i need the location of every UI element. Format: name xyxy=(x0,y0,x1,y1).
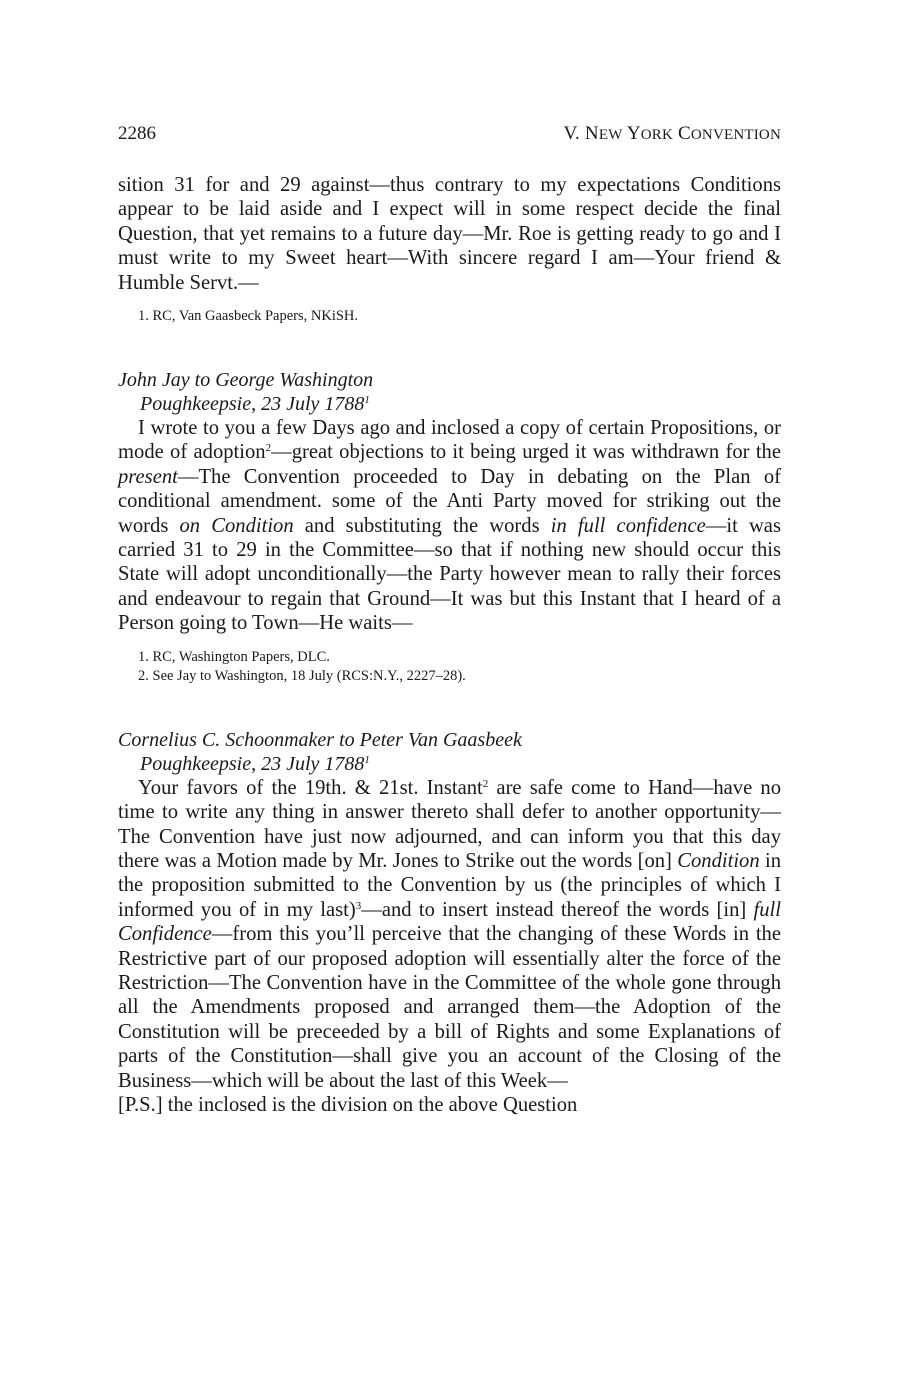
letter-heading xyxy=(118,368,781,416)
running-head-part: Y xyxy=(622,123,641,144)
note-mark: 2 xyxy=(265,442,272,455)
footnotes xyxy=(118,648,781,686)
letter-place-date xyxy=(118,752,781,776)
running-head-part: ONVENTION xyxy=(690,127,781,143)
letter-title: Cornelius C. Schoonmaker to Peter Van Gaasbeek xyxy=(118,728,522,751)
italic-run: in full confidence xyxy=(550,514,706,537)
footnote: 1. RC, Van Gaasbeck Papers, NKiSH. xyxy=(138,308,359,325)
text-run: I wrote to you a few Days ago and inclosed a copy of certain Propositions, or mode of adoption xyxy=(118,417,781,464)
italic-run: Condition xyxy=(677,849,760,872)
running-head-part: C xyxy=(673,123,691,144)
note-mark: 1 xyxy=(364,394,370,407)
continuation-paragraph: sition 31 for and 29 against—thus contrary to my expectations Conditions appear to be laid aside and I expect will in some respect decide the final Question, that yet remains to a future day—Mr. Roe is getting ready to go and I must write to my Sweet heart—With sincere regard I am—Your friend & Humble Servt.— xyxy=(118,174,781,294)
text-run: and substituting the words xyxy=(293,514,551,537)
running-head-part: V. N xyxy=(563,123,599,144)
letter-paragraph xyxy=(118,776,781,1093)
text-run: —it was carried 31 to 29 in the Committee—so that if nothing new should occur this State will adopt unconditionally—the Party however mean to rally their forces and endeavour to regain that Ground—It was but this Instant that I heard of a Person going to Town—He waits— xyxy=(118,514,781,635)
note-mark: 1 xyxy=(364,753,370,766)
text-run: are safe come to Hand—have no time to write any thing in answer thereto shall defer to another opportunity—The Convention have just now adjourned, and can inform you that this day there was a Motion made by Mr. Jones to Strike out the words [on] xyxy=(118,776,781,872)
postscript: [P.S.] the inclosed is the division on the above Question xyxy=(118,1093,578,1116)
italic-run: full Confidence xyxy=(118,898,781,946)
text-run: —The Convention proceeded to Day in debating on the Plan of conditional amendment. some of the Anti Party moved for striking out the words xyxy=(118,465,781,537)
page-body xyxy=(118,173,781,1117)
italic-run: on Condition xyxy=(179,514,294,537)
letter-heading xyxy=(118,728,781,776)
italic-run: present xyxy=(118,465,178,488)
place-date-text: Poughkeepsie, 23 July 1788 xyxy=(140,393,365,416)
text-run: —from this you’ll perceive that the changing of these Words in the Restrictive part of our proposed adoption will essentially alter the force of the Restriction—The Convention have in the Committee of the whole gone through all the Amendments proposed and arranged them—the Adoption of the Constitution will be preceeded by a bill of Rights and some Explanations of parts of the Constitution—shall give you an account of the Closing of the Business—which will be about the last of this Week— xyxy=(118,923,781,1092)
text-run: —great objections to it being urged it was withdrawn for the xyxy=(271,441,781,464)
running-head-part: ORK xyxy=(640,127,674,143)
running-head xyxy=(564,123,781,145)
letter-title: John Jay to George Washington xyxy=(118,369,374,392)
page-header xyxy=(118,123,781,151)
page-number: 2286 xyxy=(118,123,156,144)
footnote: 2. See Jay to Washington, 18 July (RCS:N.Y., 2227–28). xyxy=(138,667,466,684)
letter-paragraph xyxy=(118,416,781,636)
running-head-part: EW xyxy=(598,127,623,143)
text-run: Your favors of the 19th. & 21st. Instant xyxy=(138,776,483,799)
footnote: 1. RC, Washington Papers, DLC. xyxy=(138,648,330,665)
note-mark: 2 xyxy=(482,777,489,790)
text-run: in the proposition submitted to the Convention by us (the principles of which I informed you of in my last) xyxy=(118,849,782,921)
letter-place-date xyxy=(118,392,781,416)
text-run: —and to insert instead thereof the words [in] xyxy=(361,898,754,921)
note-mark: 3 xyxy=(355,899,362,912)
footnotes xyxy=(118,307,781,326)
place-date-text: Poughkeepsie, 23 July 1788 xyxy=(140,752,365,775)
